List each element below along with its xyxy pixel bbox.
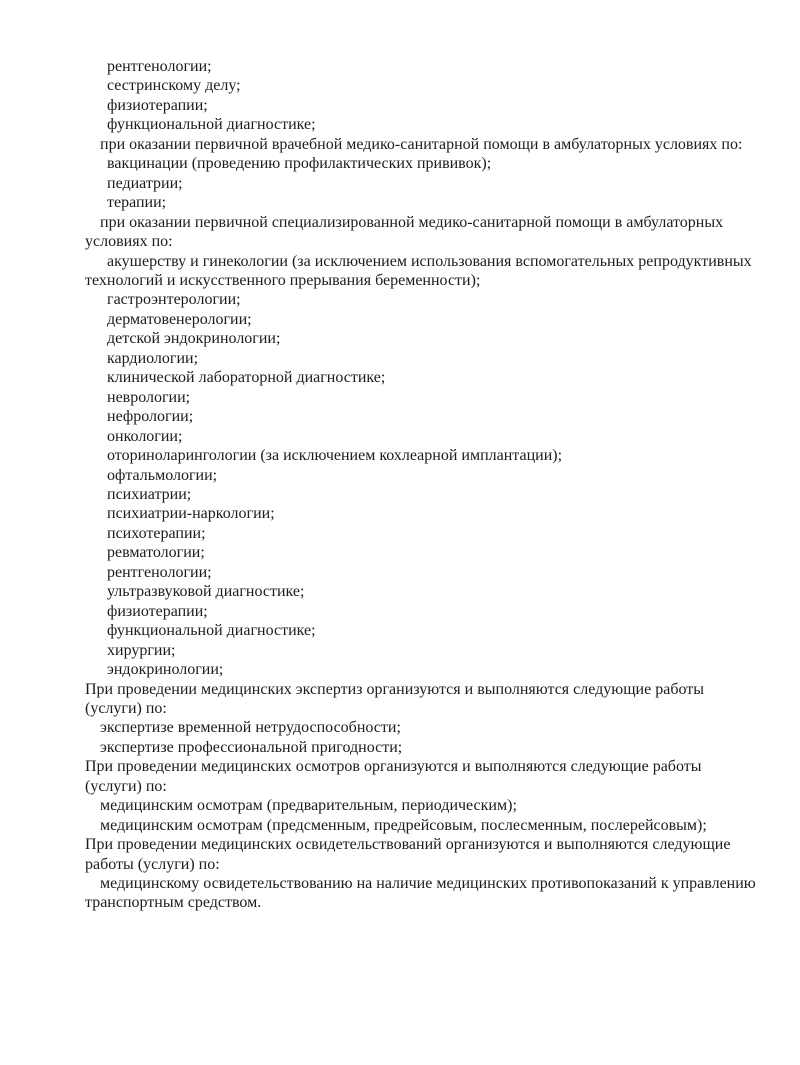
text-line: онкологии; <box>107 427 183 445</box>
text-line: эндокринологии; <box>107 661 224 679</box>
text-line: ультразвуковой диагностике; <box>107 583 305 601</box>
text-line: условиях по: <box>85 233 173 251</box>
text-line: При проведении медицинских экспертиз организуются и выполняются следующие работы <box>85 680 704 698</box>
text-line: сестринскому делу; <box>107 77 241 95</box>
text-line: медицинским осмотрам (предсменным, предрейсовым, послесменным, послерейсовым); <box>100 816 707 834</box>
text-line: психиатрии-наркологии; <box>107 505 275 523</box>
text-line: психотерапии; <box>107 524 206 542</box>
text-line: транспортным средством. <box>85 894 262 912</box>
text-line: при оказании первичной специализированной медико-санитарной помощи в амбулаторных <box>100 213 724 231</box>
text-line: медицинскому освидетельствованию на наличие медицинских противопоказаний к управлению <box>100 875 756 893</box>
text-line: функциональной диагностике; <box>107 116 316 134</box>
text-line: экспертизе временной нетрудоспособности; <box>100 719 401 737</box>
text-line: кардиологии; <box>107 349 199 367</box>
text-line: гастроэнтерологии; <box>107 291 241 309</box>
text-line: дерматовенерологии; <box>107 310 252 328</box>
text-line: клинической лабораторной диагностике; <box>107 369 386 387</box>
text-line: работы (услуги) по: <box>85 855 220 873</box>
text-line: физиотерапии; <box>107 96 208 114</box>
text-line: педиатрии; <box>107 174 183 192</box>
text-line: При проведении медицинских осмотров организуются и выполняются следующие работы <box>85 758 702 776</box>
text-line: рентгенологии; <box>107 563 212 581</box>
text-line: нефрологии; <box>107 408 194 426</box>
text-line: технологий и искусственного прерывания беременности); <box>85 271 481 289</box>
text-line: медицинским осмотрам (предварительным, периодическим); <box>100 797 517 815</box>
text-line: рентгенологии; <box>107 58 212 75</box>
text-line: офтальмологии; <box>107 466 218 484</box>
text-line: ревматологии; <box>107 544 205 562</box>
text-line: неврологии; <box>107 388 191 406</box>
text-line: терапии; <box>107 194 167 212</box>
text-line: хирургии; <box>107 641 176 659</box>
text-line: оториноларингологии (за исключением кохлеарной имплантации); <box>107 447 563 465</box>
text-line: психиатрии; <box>107 485 192 503</box>
text-line: детской эндокринологии; <box>107 330 281 348</box>
text-line: (услуги) по: <box>85 777 167 795</box>
text-line: акушерству и гинекологии (за исключением использования вспомогательных репродуктивных <box>107 252 752 270</box>
text-line: экспертизе профессиональной пригодности; <box>100 738 403 756</box>
text-line: вакцинации (проведению профилактических прививок); <box>107 155 492 173</box>
text-line: при оказании первичной врачебной медико-санитарной помощи в амбулаторных условиях по: <box>100 135 743 153</box>
text-line: функциональной диагностике; <box>107 622 316 640</box>
text-line: физиотерапии; <box>107 602 208 620</box>
text-line: (услуги) по: <box>85 699 167 717</box>
text-line: При проведении медицинских освидетельствований организуются и выполняются следующие <box>85 836 731 854</box>
